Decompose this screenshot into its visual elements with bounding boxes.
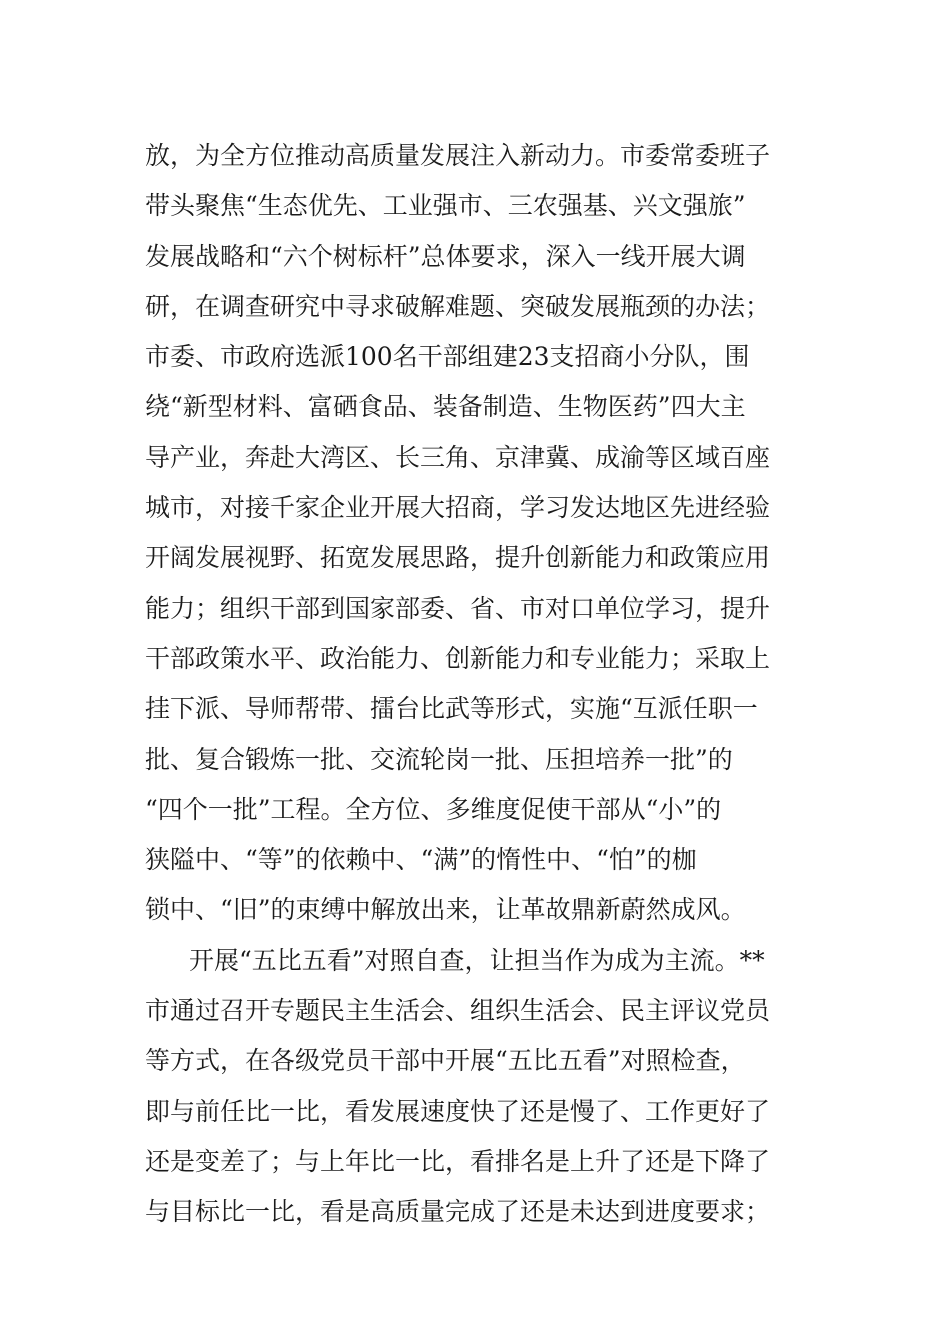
text-line-13: 批、复合锻炼一批、交流轮岗一批、压担培养一批”的	[145, 744, 733, 774]
text-line-4: 研，在调查研究中寻求破解难题、突破发展瓶颈的办法；	[145, 291, 771, 321]
text-line-1: 放，为全方位推动高质量发展注入新动力。市委常委班子	[145, 141, 771, 170]
text-line-2: 带头聚焦“生态优先、工业强市、三农强基、兴文强旅”	[145, 191, 746, 221]
text-line-9: 开阔发展视野、拓宽发展思路，提升创新能力和政策应用	[145, 543, 771, 573]
text-line-7: 导产业，奔赴大湾区、长三角、京津冀、成渝等区域百座	[145, 442, 771, 472]
text-line-18: 市通过召开专题民主生活会、组织生活会、民主评议党员	[145, 996, 771, 1026]
text-line-12: 挂下派、导师帮带、擂台比武等形式，实施“互派任职一	[145, 694, 758, 724]
text-line-5: 市委、市政府选派100名干部组建23支招商小分队，围	[145, 342, 750, 372]
text-line-19: 等方式，在各级党员干部中开展“五比五看”对照检查，	[145, 1046, 746, 1076]
text-line-20: 即与前任比一比，看发展速度快了还是慢了、工作更好了	[145, 1096, 771, 1126]
text-line-16: 锁中、“旧”的束缚中解放出来，让革故鼎新蔚然成风。	[145, 895, 746, 925]
text-line-14: “四个一批”工程。全方位、多维度促使干部从“小”的	[145, 794, 722, 824]
paragraph-start-line: 开展“五比五看”对照自查，让担当作为成为主流。**	[189, 945, 765, 975]
text-line-10: 能力；组织干部到国家部委、省、市对口单位学习，提升	[145, 593, 771, 623]
text-line-11: 干部政策水平、政治能力、创新能力和专业能力；采取上	[145, 643, 771, 673]
text-line-8: 城市，对接千家企业开展大招商，学习发达地区先进经验	[145, 493, 771, 523]
text-line-6: 绕“新型材料、富硒食品、装备制造、生物医药”四大主	[145, 392, 746, 422]
text-line-22: 与目标比一比，看是高质量完成了还是未达到进度要求；	[145, 1197, 771, 1227]
text-line-3: 发展战略和“六个树标杆”总体要求，深入一线开展大调	[145, 241, 746, 271]
text-line-21: 还是变差了；与上年比一比，看排名是上升了还是下降了	[145, 1146, 771, 1176]
document-body	[145, 131, 815, 1238]
text-line-15: 狭隘中、“等”的依赖中、“满”的惰性中、“怕”的枷	[145, 845, 697, 875]
